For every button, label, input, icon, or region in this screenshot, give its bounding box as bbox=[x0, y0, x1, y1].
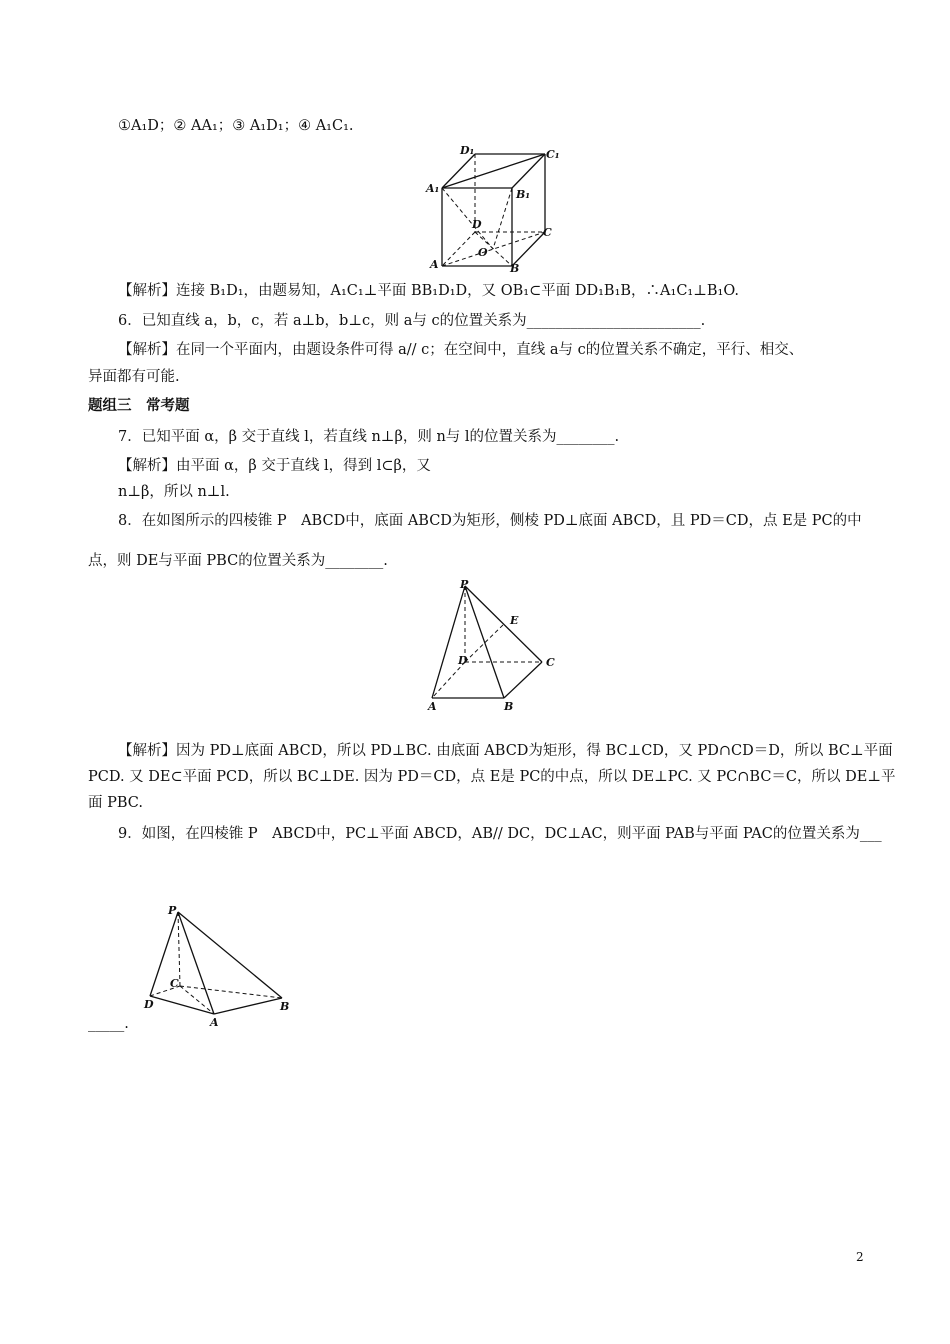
solution-6-line1: 【解析】在同一个平面内，由题设条件可得 a// c；在空间中，直线 a与 c的位置关系不确定，平行、相交、 bbox=[118, 342, 804, 358]
label-B: B bbox=[504, 700, 514, 713]
label-E: E bbox=[510, 614, 519, 627]
question-9-line2: _____. bbox=[88, 1016, 129, 1032]
label-P: P bbox=[168, 904, 177, 917]
label-D1: D₁ bbox=[460, 144, 475, 157]
label-B: B bbox=[280, 1000, 290, 1013]
solution-7-line1: 【解析】由平面 α，β 交于直线 l，得到 l⊂β，又 bbox=[118, 458, 431, 474]
question-6: 6．已知直线 a，b，c，若 a⊥b，b⊥c，则 a与 c的位置关系为________________________. bbox=[118, 313, 706, 329]
question-8-line1: 8．在如图所示的四棱锥 P ABCD中，底面 ABCD为矩形，侧棱 PD⊥底面 ABCD，且 PD＝CD，点 E是 PC的中 bbox=[118, 513, 862, 529]
solution-8-line3: 面 PBC. bbox=[88, 795, 143, 811]
label-C1: C₁ bbox=[546, 148, 560, 161]
solution-7-line2: n⊥β，所以 n⊥l. bbox=[118, 484, 230, 500]
section-heading: 题组三 常考题 bbox=[88, 398, 190, 414]
label-C: C bbox=[546, 656, 555, 669]
label-D: D bbox=[144, 998, 154, 1011]
solution-8-line1: 【解析】因为 PD⊥底面 ABCD，所以 PD⊥BC. 由底面 ABCD为矩形，得 BC⊥CD，又 PD∩CD＝D，所以 BC⊥平面 bbox=[118, 743, 893, 759]
cube-figure bbox=[420, 142, 560, 272]
question-9-line1: 9．如图，在四棱锥 P ABCD中，PC⊥平面 ABCD，AB// DC，DC⊥AC，则平面 PAB与平面 PAC的位置关系为___ bbox=[118, 826, 882, 842]
label-D: D bbox=[472, 218, 482, 231]
label-A: A bbox=[428, 700, 437, 713]
choices-line: ①A₁D；② AA₁；③ A₁D₁；④ A₁C₁. bbox=[118, 118, 354, 134]
question-7: 7．已知平面 α，β 交于直线 l，若直线 n⊥β，则 n与 l的位置关系为________. bbox=[118, 429, 620, 445]
label-B1: B₁ bbox=[516, 188, 531, 201]
label-A1: A₁ bbox=[426, 182, 440, 195]
label-P: P bbox=[460, 578, 469, 591]
pyramid-figure-2 bbox=[140, 900, 300, 1030]
label-A: A bbox=[210, 1016, 219, 1029]
label-C: C bbox=[543, 226, 552, 239]
solution-8-line2: PCD. 又 DE⊂平面 PCD，所以 BC⊥DE. 因为 PD＝CD，点 E是 PC的中点，所以 DE⊥PC. 又 PC∩BC＝C，所以 DE⊥平 bbox=[88, 769, 896, 785]
label-A: A bbox=[430, 258, 439, 271]
label-D: D bbox=[458, 654, 468, 667]
solution-5: 【解析】连接 B₁D₁，由题易知，A₁C₁⊥平面 BB₁D₁D，又 OB₁⊂平面 DD₁B₁B，∴A₁C₁⊥B₁O. bbox=[118, 283, 739, 299]
label-O: O bbox=[478, 246, 488, 259]
solution-6-line2: 异面都有可能. bbox=[88, 369, 180, 385]
label-B: B bbox=[510, 262, 520, 272]
page-number: 2 bbox=[856, 1250, 864, 1264]
label-C: C bbox=[170, 977, 179, 990]
question-8-line2: 点，则 DE与平面 PBC的位置关系为________. bbox=[88, 553, 388, 569]
pyramid-figure-1 bbox=[420, 578, 560, 713]
